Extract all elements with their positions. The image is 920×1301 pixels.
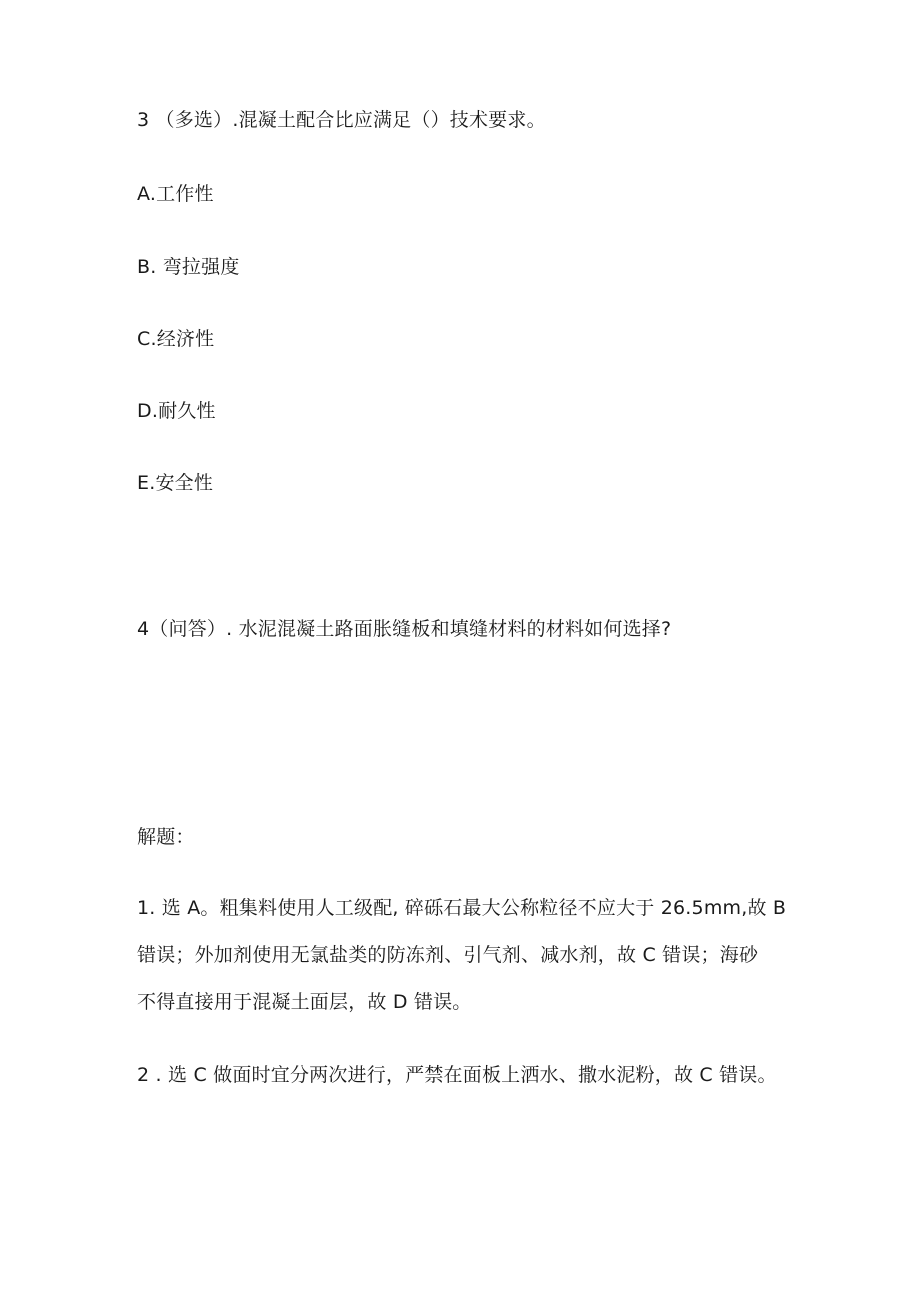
option-d: D.耐久性: [137, 400, 216, 422]
option-e: E.安全性: [137, 472, 214, 494]
option-c: C.经济性: [137, 328, 215, 350]
solution-item-1-line-2: 错误；外加剂使用无氯盐类的防冻剂、引气剂、减水剂，故 C 错误；海砂: [137, 944, 759, 966]
solution-title: 解题：: [137, 826, 195, 848]
question-4-stem: 4（问答）. 水泥混凝土路面胀缝板和填缝材料的材料如何选择?: [137, 618, 672, 640]
question-3-stem: 3 （多选）.混凝土配合比应满足（）技术要求。: [137, 109, 546, 131]
option-a: A.工作性: [137, 183, 214, 205]
solution-item-2: 2 . 选 C 做面时宜分两次进行，严禁在面板上洒水、撒水泥粉，故 C 错误。: [137, 1064, 777, 1086]
solution-item-1-line-1: 1. 选 A。粗集料使用人工级配, 碎砾石最大公称粒径不应大于 26.5mm,故 B: [137, 897, 787, 919]
solution-item-1-line-3: 不得直接用于混凝土面层，故 D 错误。: [137, 991, 472, 1013]
option-b: B. 弯拉强度: [137, 256, 240, 278]
